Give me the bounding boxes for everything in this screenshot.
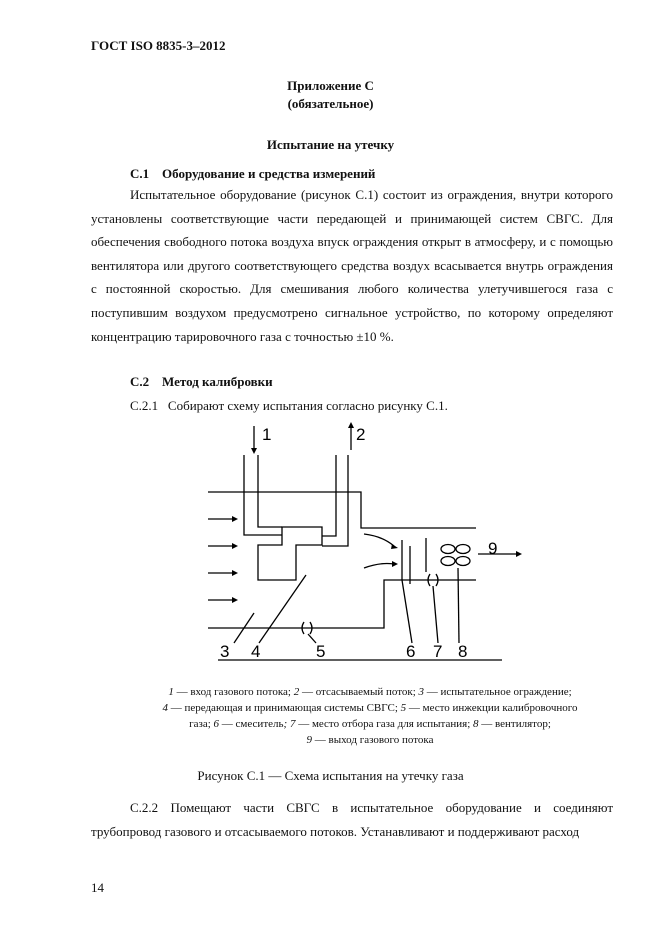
legend-num-4: 4 <box>162 702 168 714</box>
leader-line-4 <box>259 575 306 643</box>
leader-line-8 <box>458 568 459 643</box>
figure-legend-line-3: газа; 6 — смеситель; 7 — место отбора газа для испытания; 8 — вентилятор; <box>189 718 551 730</box>
legend-num-5: 5 <box>400 702 407 714</box>
leader-line-6 <box>402 580 412 643</box>
legend-text-8: — вентилятор; <box>478 718 551 730</box>
section-c21-line <box>130 398 448 414</box>
outlet-tube-inner <box>322 455 336 536</box>
document-header: ГОСТ ISO 8835-3–2012 <box>91 38 226 53</box>
section-c2-number: С.2 <box>130 374 150 389</box>
legend-text-5: — место инжекции калибровочного <box>406 702 578 714</box>
appendix-title: Приложение С <box>287 78 374 93</box>
figure-legend-line-1 <box>120 684 620 700</box>
diagram-label-5: 5 <box>316 642 326 661</box>
section-c1-title: Оборудование и средства измерений <box>162 166 376 181</box>
legend-text-5b: газа; <box>189 718 214 730</box>
fan-icon <box>441 545 470 566</box>
legend-text-9: — выход газового потока <box>312 734 434 746</box>
section-c2-title: Метод калибровки <box>162 374 273 389</box>
section-c1-heading <box>130 166 375 182</box>
section-c21-number: С.2.1 <box>130 398 159 413</box>
diagram-label-2: 2 <box>356 425 366 444</box>
diagram-label-9: 9 <box>488 539 498 558</box>
figure-caption: Рисунок С.1 — Схема испытания на утечку газа <box>197 768 464 783</box>
section-title: Испытание на утечку <box>266 137 395 152</box>
legend-text-6: — смеситель <box>219 718 284 730</box>
enclosure-top-wall <box>208 492 476 528</box>
legend-num-9: 9 <box>306 734 313 746</box>
section-c22-paragraph: С.2.2 Помещают части СВГС в испытательное оборудование и соединяют трубопровод газового и отсасываемого потоков. Устанавливают и поддерживают расход <box>91 800 613 839</box>
appendix-subtitle: (обязательное) <box>287 96 374 111</box>
inlet-tube-outer <box>244 455 282 535</box>
legend-num-7: 7 <box>289 718 296 730</box>
section-c1-paragraph: Испытательное оборудование (рисунок С.1) состоит из ограждения, внутри которого установлены соответствующие части передающей и принимающей систем СВГС. Для обеспечения свободного потока воздуха впуск ограждения открыт в атмосферу, и с помощью вентилятора или другого соответствующего средства воздух всасывается внутрь ограждения с постоянной скоростью. Для смешивания любого количества улетучившегося газа с поступившим воздухом предусмотрено сигнальное устройство, по которому определяют концентрацию тарировочного газа с точностью ±10 %. <box>91 187 613 344</box>
inflow-arrowhead-4 <box>232 597 238 603</box>
figure-legend-line-2 <box>120 700 620 716</box>
inlet-tube-inner <box>258 455 282 527</box>
diagram-label-4: 4 <box>251 642 261 661</box>
legend-num-6: 6 <box>213 718 220 730</box>
outlet-tube-outer <box>322 455 348 546</box>
legend-num-2: 2 <box>293 686 300 698</box>
diagram-label-3: 3 <box>220 642 230 661</box>
flow-curve-upper <box>364 534 394 546</box>
legend-num-3: 3 <box>418 686 425 698</box>
inflow-arrowhead-3 <box>232 570 238 576</box>
section-c21-text: Собирают схему испытания согласно рисунку С.1. <box>167 398 448 413</box>
inlet-label-arrowhead <box>251 448 257 454</box>
flow-curve-upper-head <box>391 544 398 549</box>
outlet-label-arrowhead <box>348 422 354 428</box>
diagram-label-6: 6 <box>406 642 416 661</box>
flow-curve-lower-head <box>392 561 398 567</box>
legend-text-4: — передающая и принимающая системы СВГС; <box>167 702 401 714</box>
legend-text-3: — испытательное ограждение; <box>424 686 572 698</box>
leader-line-5 <box>308 634 316 643</box>
inflow-arrowhead-2 <box>232 543 238 549</box>
legend-text-1: — вход газового потока; <box>173 686 294 698</box>
leak-test-diagram <box>196 420 526 665</box>
section-c2-heading <box>130 374 273 390</box>
flow-curve-lower <box>364 564 394 569</box>
legend-num-1: 1 <box>168 686 174 698</box>
section-c1-number: С.1 <box>130 166 150 181</box>
legend-text-2: — отсасываемый поток; <box>299 686 419 698</box>
legend-num-8: 8 <box>473 718 479 730</box>
inflow-arrowhead-1 <box>232 516 238 522</box>
figure-legend-line-4 <box>120 732 620 748</box>
diagram-label-8: 8 <box>458 642 468 661</box>
page-number: 14 <box>91 880 104 895</box>
diagram-label-7: 7 <box>433 642 443 661</box>
leader-line-7 <box>433 586 438 643</box>
diagram-label-1: 1 <box>262 425 272 444</box>
outflow-arrowhead <box>516 551 522 557</box>
legend-text-7: — место отбора газа для испытания; <box>295 718 474 730</box>
